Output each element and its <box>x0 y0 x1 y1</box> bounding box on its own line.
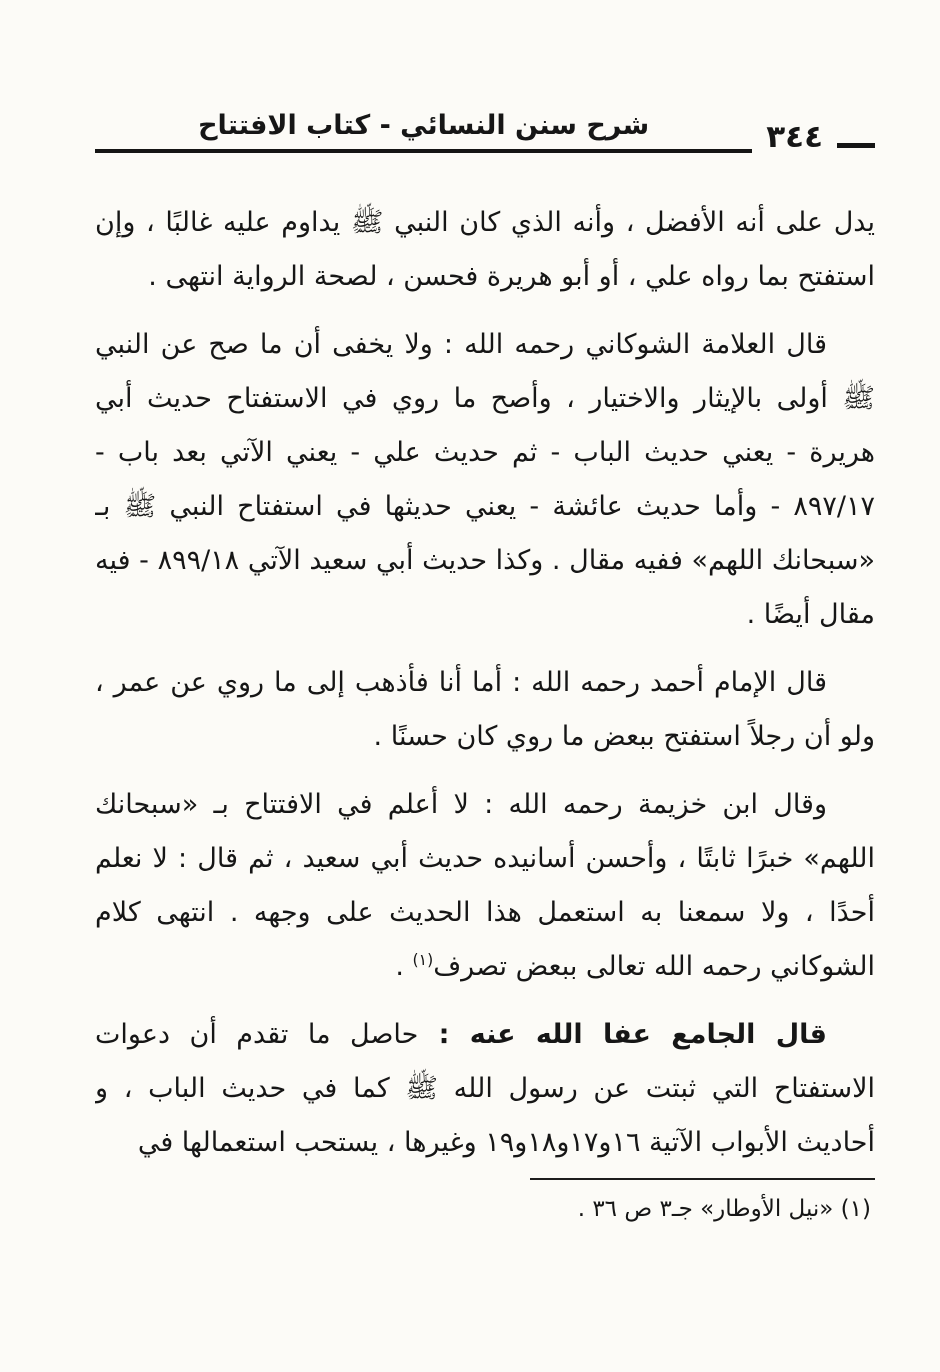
footnote-1: (١) «نيل الأوطار» جـ٣ ص ٣٦ . <box>577 1196 871 1222</box>
paragraph-5-lead: قال الجامع عفا الله عنه : <box>418 1019 827 1050</box>
page-number: ٣٤٤ <box>766 119 823 155</box>
book-title: شرح سنن النسائي - كتاب الافتتاح <box>198 110 650 141</box>
paragraph-3-text: قال الإمام أحمد رحمه الله : أما أنا فأذهب إلى ما روي عن عمر ، ولو أن رجلاً استفتح ببعض ما روي كان حسنًا . <box>95 667 875 752</box>
paragraph-5-text: حاصل ما تقدم أن دعوات الاستفتاح التي ثبتت عن رسول الله ﷺ كما في حديث الباب ، و أحاديث الأبواب الآتية ١٦و١٧و١٨و١٩ وغيرها ، يستحب استعمالها في <box>95 1019 875 1158</box>
paragraph-4 <box>95 778 875 994</box>
paragraph-4-footnote-ref: (١) <box>412 950 434 969</box>
paragraph-3 <box>95 656 875 764</box>
footnote-separator-rule <box>530 1178 875 1180</box>
page-header <box>95 110 875 153</box>
footnotes-section <box>95 1178 875 1226</box>
paragraph-5 <box>95 1008 875 1170</box>
paragraph-4-tail: . <box>395 951 413 982</box>
header-title-rule <box>95 110 752 153</box>
page-body <box>95 196 875 1172</box>
paragraph-1 <box>95 196 875 304</box>
paragraph-1-text: يدل على أنه الأفضل ، وأنه الذي كان النبي ﷺ يداوم عليه غالبًا ، وإن استفتح بما رواه علي ، أو أبو هريرة فحسن ، لصحة الرواية انتهى . <box>95 207 875 292</box>
paragraph-2 <box>95 318 875 642</box>
paragraph-4-text: وقال ابن خزيمة رحمه الله : لا أعلم في الافتتاح بـ «سبحانك اللهم» خبرًا ثابتًا ، وأحسن أسانيده حديث أبي سعيد ، ثم قال : لا نعلم أحدًا ، ولا سمعنا به استعمل هذا الحديث على وجهه . انتهى كلام الشوكاني رحمه الله تعالى ببعض تصرف <box>95 789 875 982</box>
paragraph-2-text: قال العلامة الشوكاني رحمه الله : ولا يخفى أن ما صح عن النبي ﷺ أولى بالإيثار والاختيار ، وأصح ما روي في الاستفتاح حديث أبي هريرة - يعني حديث الباب - ثم حديث علي - يعني الآتي بعد باب - ٨٩٧/١٧ - وأما حديث عائشة - يعني حديثها في استفتاح النبي ﷺ بـ «سبحانك اللهم» ففيه مقال . وكذا حديث أبي سعيد الآتي ٨٩٩/١٨ - فيه مقال أيضًا . <box>95 329 875 630</box>
page-number-dash-right <box>837 143 875 148</box>
